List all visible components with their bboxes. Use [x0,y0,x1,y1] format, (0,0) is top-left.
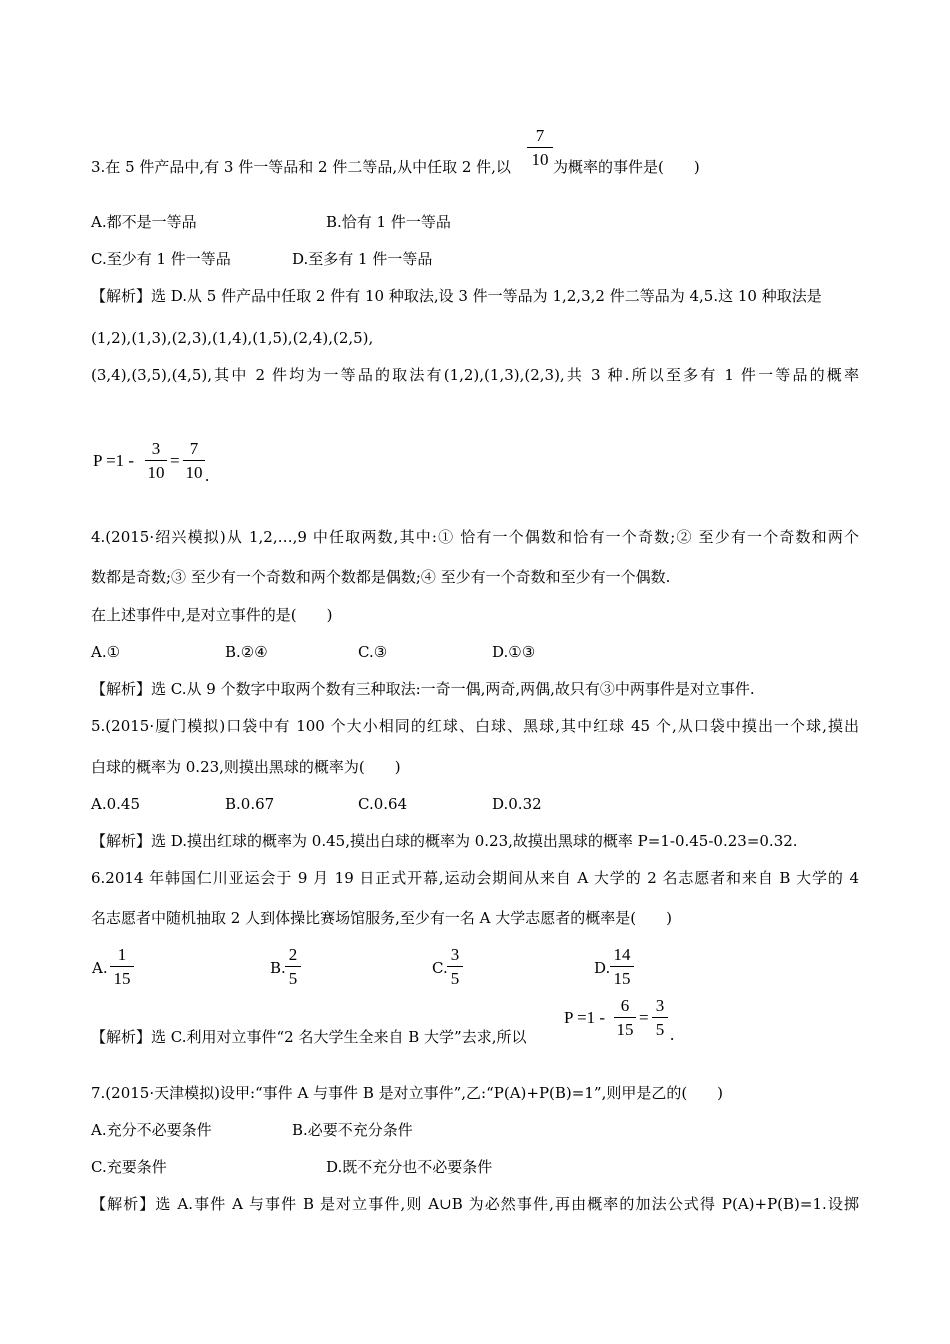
q6-solution-label: 【解析】 [91,1028,152,1046]
q6-stem-line2: 名志愿者中随机抽取 2 人到体操比赛场馆服务,至少有一名 A 大学志愿者的概率是( ) [91,909,672,927]
q6-option-b-label: B. [270,959,286,977]
q7-solution [91,1194,859,1214]
q6-option-c-den: 5 [450,969,460,988]
q6-option-a-den: 15 [113,969,131,988]
q6-option-a-frac [110,946,134,987]
q5-option-d: D.0.32 [492,795,542,813]
q7-stem-line1: 7.(2015·天津模拟)设甲:“事件 A 与事件 B 是对立事件”,乙:“P(A)+P(B)=1”,则甲是乙的( ) [91,1084,724,1102]
q6-option-c-num: 3 [450,945,460,964]
q3-solution-text1: 选 D.从 5 件产品中任取 2 件有 10 种取法,设 3 件一等品为 1,2,3,2 件二等品为 4,5.这 10 种取法是 [151,287,822,305]
q6-option-c-frac [447,946,463,987]
q4-option-a: A.① [91,643,121,661]
q7-solution-text: 选 A.事件 A 与事件 B 是对立事件,则 A∪B 为必然事件,再由概率的加法公式得 P(A)+P(B)=1.设掷 [155,1195,859,1213]
q3-eq-frac1-num: 3 [151,439,161,458]
q3-eq-frac2 [183,440,205,481]
q6-eq-frac2-num: 3 [655,996,665,1015]
q6-eq-equals: = [639,1008,649,1027]
q7-solution-label: 【解析】 [91,1195,156,1213]
q3-solution-line1 [91,286,822,306]
q6-option-a-num: 1 [117,945,127,964]
q3-frac-num: 7 [535,126,545,145]
q5-stem-line2: 白球的概率为 0.23,则摸出黑球的概率为( ) [91,758,401,776]
q6-eq-frac1-den: 15 [616,1020,634,1039]
q3-option-c: C.至少有 1 件一等品 [91,250,231,268]
q3-solution-label: 【解析】 [91,287,152,305]
q4-option-c: C.③ [358,643,388,661]
q3-stem-part2: 为概率的事件是( ) [553,158,700,176]
q3-eq-frac2-den: 10 [185,463,203,482]
q4-solution [91,679,755,699]
q3-solution-line2: (1,2),(1,3),(2,3),(1,4),(1,5),(2,4),(2,5), [91,329,374,347]
q5-option-b: B.0.67 [225,795,275,813]
q5-option-a: A.0.45 [91,795,140,813]
q4-solution-label: 【解析】 [91,680,152,698]
q3-option-a: A.都不是一等品 [91,213,197,231]
q6-solution [91,1027,526,1047]
q4-stem-line3: 在上述事件中,是对立事件的是( ) [91,606,333,624]
q6-option-d-den: 15 [613,969,631,988]
q7-option-d: D.既不充分也不必要条件 [326,1158,493,1176]
q6-option-d-frac [610,946,634,987]
q6-stem-line1: 6.2014 年韩国仁川亚运会于 9 月 19 日正式开幕,运动会期间从来自 A 大学的 2 名志愿者和来自 B 大学的 4 [91,869,859,887]
q6-eq-end: . [670,1025,675,1044]
q4-stem-line1: 4.(2015·绍兴模拟)从 1,2,…,9 中任取两数,其中:① 恰有一个偶数和恰有一个奇数;② 至少有一个奇数和两个 [91,528,859,546]
q6-option-d-label: D. [594,959,611,977]
q3-stem [91,157,511,177]
q3-stem-part1: 3.在 5 件产品中,有 3 件一等品和 2 件二等品,从中任取 2 件,以 [91,158,511,176]
q5-option-c: C.0.64 [358,795,408,813]
q6-eq-frac2-den: 5 [655,1020,665,1039]
q5-solution-label: 【解析】 [91,832,152,850]
q3-eq-frac1 [145,440,167,481]
q6-option-b-frac [285,946,301,987]
q7-option-a: A.充分不必要条件 [91,1121,212,1139]
q6-option-d-num: 14 [613,945,631,964]
q6-option-b-num: 2 [288,945,298,964]
q4-stem-line2: 数都是奇数;③ 至少有一个奇数和两个数都是偶数;④ 至少有一个奇数和至少有一个偶数. [91,568,671,586]
q7-option-c: C.充要条件 [91,1158,167,1176]
q6-eq-frac2 [652,997,668,1038]
q7-option-b: B.必要不充分条件 [292,1121,413,1139]
q6-eq-p: P =1 - [564,1008,606,1027]
q3-frac-den: 10 [531,150,549,169]
q6-option-a-label: A. [92,959,108,977]
q3-eq-equals: = [170,451,180,470]
q5-stem-line1: 5.(2015·厦门模拟)口袋中有 100 个大小相同的红球、白球、黑球,其中红球 45 个,从口袋中摸出一个球,摸出 [91,717,859,735]
q6-option-c-label: C. [432,959,448,977]
q3-option-d: D.至多有 1 件一等品 [292,250,433,268]
q5-solution-text: 选 D.摸出红球的概率为 0.45,摸出白球的概率为 0.23,故摸出黑球的概率 P=1-0.45-0.23=0.32. [151,832,798,850]
q3-fraction [527,127,553,168]
q4-option-d: D.①③ [492,643,536,661]
q6-solution-text: 选 C.利用对立事件“2 名大学生全来自 B 大学”去求,所以 [151,1028,527,1046]
q3-eq-p: P =1 - [93,451,135,470]
q4-solution-text: 选 C.从 9 个数字中取两个数有三种取法:一奇一偶,两奇,两偶,故只有③中两事件是对立事件. [151,680,755,698]
q3-eq-frac2-num: 7 [189,439,199,458]
q3-eq-frac1-den: 10 [147,463,165,482]
q4-option-b: B.②④ [225,643,268,661]
q3-eq-end: . [205,466,210,485]
q3-option-b: B.恰有 1 件一等品 [326,213,451,231]
q6-eq-frac1 [614,997,636,1038]
q3-solution-line3: (3,4),(3,5),(4,5),其中 2 件均为一等品的取法有(1,2),(1,3),(2,3),共 3 种.所以至多有 1 件一等品的概率 [91,366,859,384]
q5-solution [91,831,798,851]
q6-eq-frac1-num: 6 [620,996,630,1015]
q6-option-b-den: 5 [288,969,298,988]
